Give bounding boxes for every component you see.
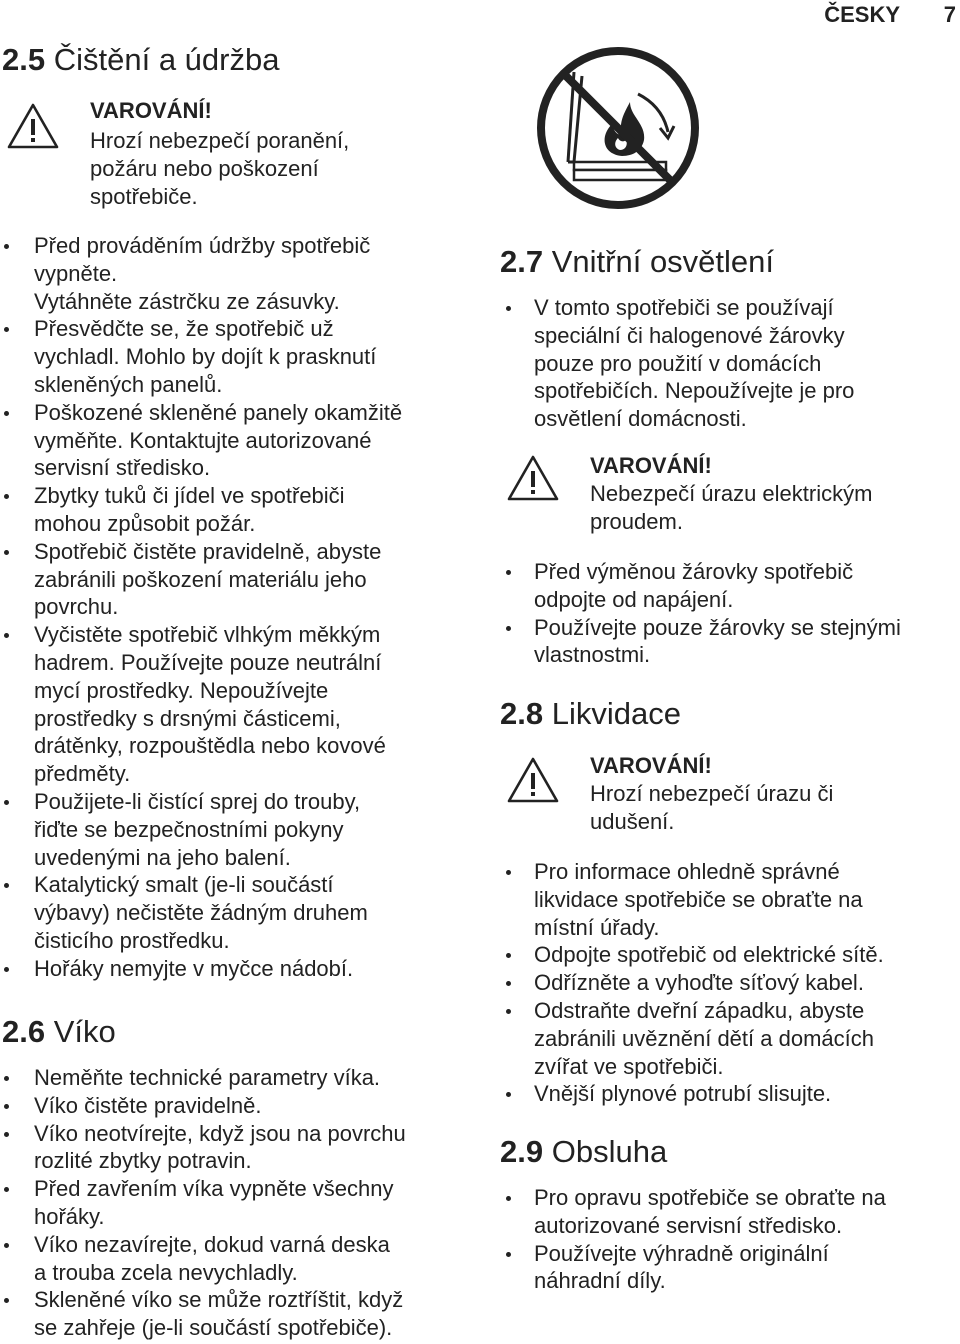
bullet-dot [4, 411, 9, 416]
bullet-text-line: Odstraňte dveřní západku, abyste [534, 998, 865, 1023]
bullet-text-line: skleněných panelů. [34, 372, 223, 397]
bullet-text-line: mohou způsobit požár. [34, 511, 256, 536]
bullet-text-line: Před zavřením víka vypněte všechny [34, 1176, 394, 1202]
warning-text-line: Hrozí nebezpečí poranění, [90, 128, 350, 153]
warning-title: VAROVÁNÍ! [590, 753, 712, 778]
bullet-text-line: vlastnostmi. [534, 642, 651, 668]
warning-triangle-icon [6, 102, 60, 150]
bullet-text-line: Zbytky tuků či jídel ve spotřebiči [34, 483, 345, 509]
bullet-dot [506, 953, 511, 958]
bullet-dot [4, 633, 9, 638]
bullet-dot [506, 1092, 511, 1097]
warning-triangle-icon [506, 756, 560, 804]
bullet-text-line: Přesvědčte se, že spotřebič už [34, 316, 334, 342]
bullet-dot [506, 306, 511, 311]
bullet-text-line: Před prováděním údržby spotřebič [34, 233, 371, 258]
bullet-text-line: odpojte od napájení. [534, 586, 734, 612]
bullet-dot [4, 967, 9, 972]
bullet-text-line: povrchu. [34, 594, 119, 620]
language-label: ČESKY [824, 2, 900, 27]
bullet-text-line: Pro informace ohledně správné [534, 859, 840, 884]
bullet-text-line: prostředky s drsnými částicemi, [34, 705, 341, 731]
warning-triangle-icon [506, 454, 560, 502]
warning-text-line: požáru nebo poškození [90, 156, 319, 181]
bullet-text-line: V tomto spotřebiči se používají [534, 295, 834, 320]
bullet-text-line: likvidace spotřebiče se obraťte na [534, 886, 863, 912]
bullet-text-line: čisticího prostředku. [34, 928, 230, 953]
section-heading-2-5: 2.5 Čištění a údržba [2, 42, 280, 77]
bullet-dot [4, 1076, 9, 1081]
bullet-text-line: Používejte pouze žárovky se stejnými [534, 614, 901, 640]
bullet-dot [4, 550, 9, 555]
bullet-text-line: Spotřebič čistěte pravidelně, abyste [34, 538, 382, 564]
bullet-text-line: místní úřady. [534, 914, 660, 940]
bullet-text-line: Víko neotvírejte, když jsou na povrchu [34, 1120, 406, 1146]
bullet-text-line: speciální či halogenové žárovky [534, 322, 845, 348]
warning-text-line: udušení. [590, 809, 675, 834]
bullet-text-line: Používejte výhradně originální [534, 1240, 829, 1266]
bullet-text-line: zabránili uvěznění dětí a domácích [534, 1025, 874, 1051]
bullet-text-line: Víko nezavírejte, dokud varná deska [34, 1231, 390, 1257]
warning-text-line: Hrozí nebezpečí úrazu či [590, 781, 834, 806]
bullet-text-line: rozlité zbytky potravin. [34, 1148, 252, 1174]
bullet-text-line: uvedenými na jeho balení. [34, 844, 291, 870]
warning-text-line: Nebezpečí úrazu elektrickým [590, 481, 873, 506]
no-fire-with-closed-lid-icon [534, 46, 702, 210]
bullet-text-line: řiďte se bezpečnostními pokyny [34, 816, 344, 842]
bullet-text-line: zvířat ve spotřebiči. [534, 1053, 724, 1079]
bullet-text-line: hadrem. Používejte pouze neutrální [34, 650, 382, 675]
bullet-text-line: Použijete-li čistící sprej do trouby, [34, 789, 361, 814]
bullet-text-line: vyměňte. Kontaktujte autorizované [34, 427, 372, 453]
bullet-text-line: autorizované servisní středisko. [534, 1212, 843, 1238]
warning-text-line: proudem. [590, 509, 683, 534]
section-heading-2-7: 2.7 Vnitřní osvětlení [500, 244, 775, 279]
bullet-dot [4, 1104, 9, 1109]
bullet-dot [4, 1243, 9, 1248]
bullet-text-line: Pro opravu spotřebiče se obraťte na [534, 1185, 886, 1210]
bullet-dot [4, 494, 9, 499]
bullet-text-line: Odpojte spotřebič od elektrické sítě. [534, 942, 884, 968]
bullet-text-line: Vyčistěte spotřebič vlhkým měkkým [34, 622, 381, 648]
bullet-text-line: Hořáky nemyjte v myčce nádobí. [34, 955, 354, 981]
bullet-text-line: Katalytický smalt (je-li součástí [34, 872, 334, 898]
bullet-text-line: Před výměnou žárovky spotřebič [534, 559, 854, 584]
bullet-dot [4, 1298, 9, 1303]
warning-title: VAROVÁNÍ! [90, 98, 212, 123]
bullet-text-line: se zahřeje (je-li součástí spotřebiče). [34, 1315, 393, 1341]
section-heading-2-8: 2.8 Likvidace [500, 696, 681, 731]
bullet-dot [506, 870, 511, 875]
warning-title: VAROVÁNÍ! [590, 453, 712, 478]
bullet-text-line: vypněte. [34, 260, 118, 286]
section-heading-2-6: 2.6 Víko [2, 1014, 116, 1049]
bullet-dot [4, 327, 9, 332]
bullet-text-line: zabránili poškození materiálu jeho [34, 566, 367, 592]
bullet-text-line: Vytáhněte zástrčku ze zásuvky. [34, 288, 340, 314]
bullet-text-line: Víko čistěte pravidelně. [34, 1092, 262, 1118]
bullet-text-line: Neměňte technické parametry víka. [34, 1065, 381, 1090]
bullet-text-line: předměty. [34, 761, 131, 787]
bullet-text-line: Vnější plynové potrubí slisujte. [534, 1081, 832, 1107]
bullet-text-line: vychladl. Mohlo by dojít k prasknutí [34, 344, 377, 370]
bullet-text-line: servisní středisko. [34, 455, 211, 481]
bullet-text-line: Odřízněte a vyhoďte síťový kabel. [534, 970, 864, 996]
page-number: 7 [943, 2, 956, 27]
bullet-text-line: osvětlení domácnosti. [534, 406, 747, 432]
bullet-text-line: drátěnky, rozpouštědla nebo kovové [34, 733, 386, 759]
bullet-dot [506, 1252, 511, 1257]
bullet-dot [4, 244, 9, 249]
bullet-text-line: pouze pro použití v domácích [534, 350, 822, 376]
bullet-dot [506, 626, 511, 631]
bullet-dot [4, 1187, 9, 1192]
section-heading-2-9: 2.9 Obsluha [500, 1134, 668, 1169]
bullet-text-line: mycí prostředky. Nepoužívejte [34, 677, 329, 703]
bullet-dot [4, 800, 9, 805]
bullet-text-line: spotřebičích. Nepoužívejte je pro [534, 378, 855, 404]
bullet-dot [506, 1009, 511, 1014]
bullet-dot [4, 883, 9, 888]
bullet-dot [506, 570, 511, 575]
bullet-text-line: výbavy) nečistěte žádným druhem [34, 900, 368, 926]
bullet-dot [506, 981, 511, 986]
bullet-text-line: a trouba zcela nevychladly. [34, 1259, 298, 1285]
bullet-text-line: Skleněné víko se může roztříštit, když [34, 1287, 404, 1313]
bullet-text-line: hořáky. [34, 1204, 105, 1229]
bullet-dot [4, 1132, 9, 1137]
bullet-dot [506, 1196, 511, 1201]
bullet-text-line: náhradní díly. [534, 1268, 666, 1294]
bullet-text-line: Poškozené skleněné panely okamžitě [34, 399, 403, 425]
warning-text-line: spotřebiče. [90, 184, 198, 209]
